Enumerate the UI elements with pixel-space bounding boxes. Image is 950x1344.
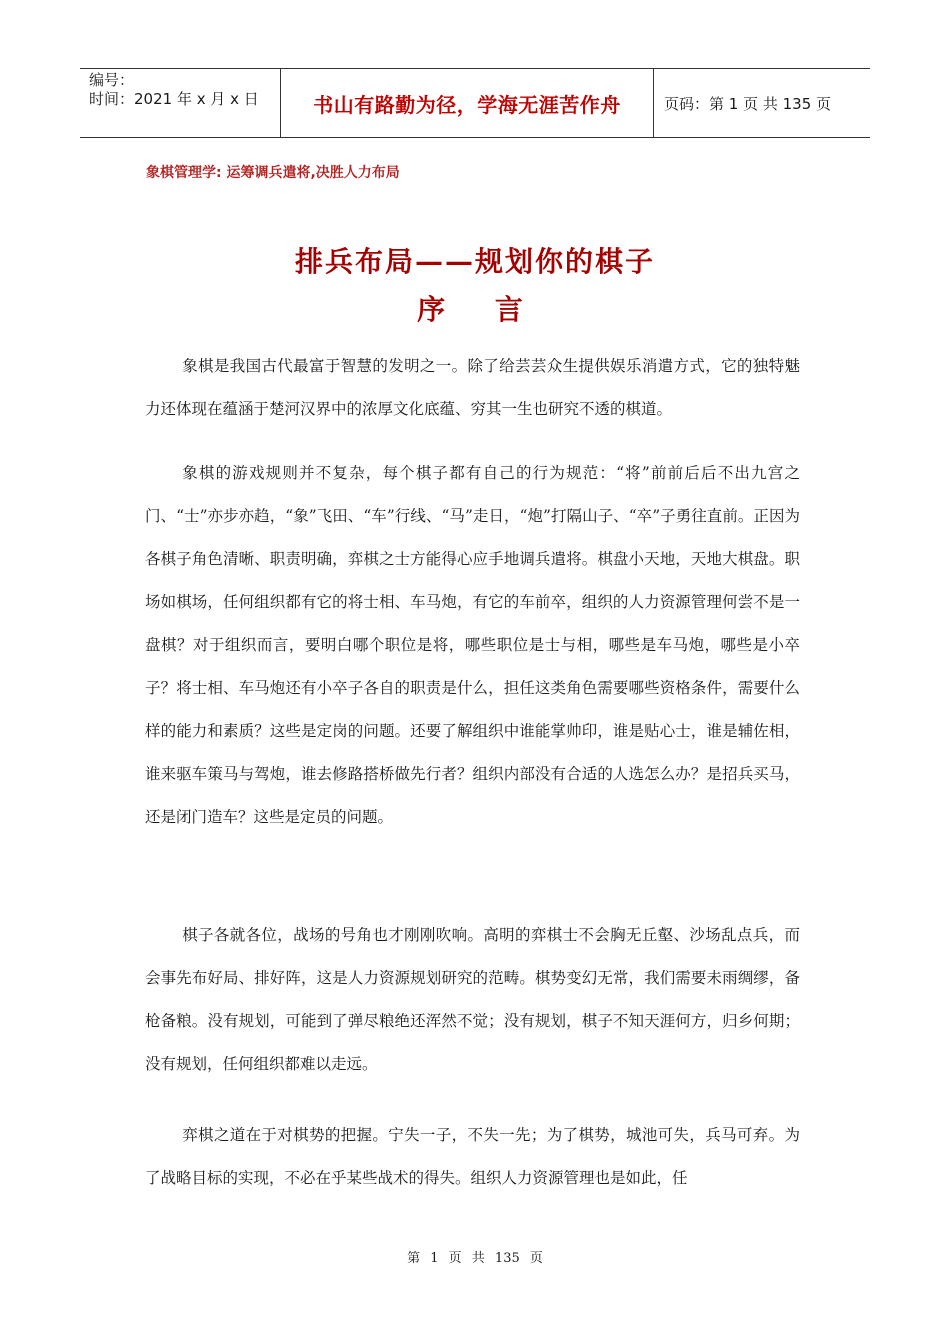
paragraph-text: 象棋的游戏规则并不复杂，每个棋子都有自己的行为规范：“将”前前后后不出九宫之门、“士”亦步亦趋，“象”飞田、“车”行线、“马”走日，“炮”打隔山子、“卒”子勇往直前。正因为各棋子角色清晰、职责明确，弈棋之士方能得心应手地调兵遣将。棋盘小天地，天地大棋盘。职场如棋场，任何组织都有它的将士相、车马炮，有它的车前卒，组织的人力资源管理何尝不是一盘棋？对于组织而言，要明白哪个职位是将，哪些职位是士与相，哪些是车马炮，哪些是小卒子？将士相、车马炮还有小卒子各自的职责是什么，担任这类角色需要哪些资格条件，需要什么样的能力和素质？这些是定岗的问题。还要了解组织中谁能掌帅印，谁是贴心士，谁是辅佐相，谁来驱车策马与驾炮，谁去修路搭桥做先行者？组织内部没有合适的人选怎么办？是招兵买马，还是闭门造车？这些是定员的问题。 [145, 464, 800, 826]
header-page-cell [654, 69, 870, 137]
page-title: 排兵布局——规划你的棋子 [294, 245, 655, 278]
paragraph-1 [145, 345, 800, 431]
motto: 书山有路勤为径，学海无涯苦作舟 [313, 92, 621, 117]
page-number-label: 页码：第 1 页 共 135 页 [664, 94, 832, 113]
page-footer: 第 1 页 共 135 页 [407, 1251, 543, 1266]
serial-number-label: 编号： [89, 71, 135, 89]
date-label: 时间：2021 年 x 月 x 日 [89, 90, 259, 108]
document-subtitle: 象棋管理学: 运筹调兵遣将,决胜人力布局 [146, 165, 400, 181]
header-table [80, 68, 870, 138]
header-info-cell [80, 69, 281, 137]
paragraph-4 [145, 1114, 800, 1200]
paragraph-3 [145, 914, 800, 1086]
paragraph-text: 象棋是我国古代最富于智慧的发明之一。除了给芸芸众生提供娱乐消遣方式，它的独特魅力还体现在蕴涵于楚河汉界中的浓厚文化底蕴、穷其一生也研究不透的棋道。 [145, 357, 800, 418]
section-title: 序 言 [417, 293, 543, 326]
header-motto-cell [281, 69, 654, 137]
paragraph-text: 弈棋之道在于对棋势的把握。宁失一子，不失一先；为了棋势，城池可失，兵马可弃。为了战略目标的实现，不必在乎某些战术的得失。组织人力资源管理也是如此，任 [145, 1126, 800, 1187]
paragraph-2 [145, 452, 800, 839]
paragraph-text: 棋子各就各位，战场的号角也才刚刚吹响。高明的弈棋士不会胸无丘壑、沙场乱点兵，而会事先布好局、排好阵，这是人力资源规划研究的范畴。棋势变幻无常，我们需要未雨绸缪，备枪备粮。没有规划，可能到了弹尽粮绝还浑然不觉；没有规划，棋子不知天涯何方，归乡何期；没有规划，任何组织都难以走远。 [145, 926, 800, 1073]
